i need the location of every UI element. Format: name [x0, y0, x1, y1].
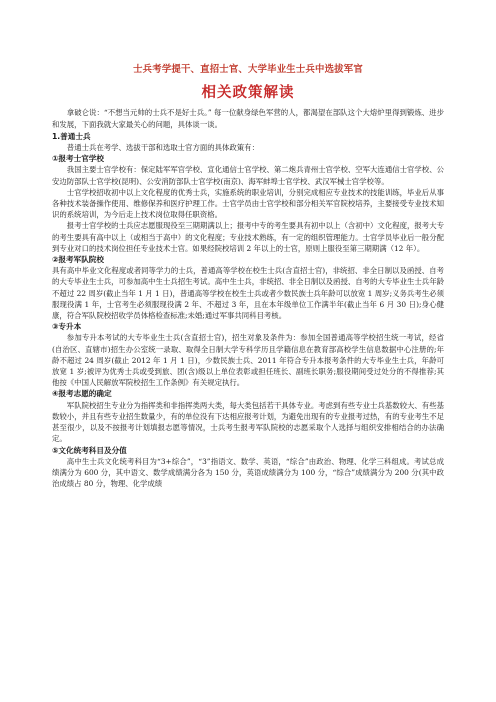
section-heading-ordinary-soldiers: 1.普通士兵 [52, 131, 91, 141]
subheading-upgrade-to-bachelor: ③专升本 [52, 322, 82, 332]
intro-paragraph: 拿破仑说：“不想当元帅的士兵不是好士兵。” 每一位献身绿色军营的人，都渴望在部队这个大熔炉里得到锻炼、进步和发展，下面我就大家最关心的问题，具体谈一谈。 [52, 108, 444, 129]
document-subtitle: 相关政策解读 [201, 85, 295, 102]
upgrade-paragraph: 参加专升本考试的大专毕业生士兵(含直招士官)，招生对象及条件为：参加全国普通高等学校招生统一考试，经省(自治区、直辖市)招生办公室统一录取、取得全日制大学专科学历且学籍信息在教育部高校学生信息数据中心注册的;年龄不超过 24 周岁(截止 2012 年 1 月 1 日)，少数民族士兵、2011 年符合专升本报考条件的大专毕业生士兵，年龄可放宽 1 岁;被评为优秀士兵或受到旅、团(含)级以上单位表彰或担任班长、副班长职务;服役期间受过处分的不得推荐;其他按《中国人民解放军院校招生工作条例》有关规定执行。 [52, 333, 444, 388]
subheading-nco-school: ①报考士官学校 [52, 154, 104, 164]
subheading-military-academy: ②报考军队院校 [52, 255, 104, 265]
subheading-exam-subjects: ⑤文化统考科目及分值 [52, 445, 127, 455]
section1-paragraph: 普通士兵在考学、选拔干部和选取士官方面的具体政策有： [66, 143, 259, 153]
military-academy-paragraph: 具有高中毕业文化程度或者同等学力的士兵，普通高等学校在校生士兵(含直招士官)，非统招、非全日制以及函授、自考的大专毕业生士兵，可参加高中生士兵招生考试。高中生士兵，非统招、非全日制以及函授、自考的大专毕业生士兵年龄不超过 22 周岁(截止当年 1 月 1 日)，普通高等学校在校生士兵或者少数民族士兵年龄可以放宽 1 周岁;义务兵考生必须服现役满 1 年，士官考生必须服现役满 2 年、不超过 3 年，且在本年级单位工作满半年(截止当年 6 月 30 日);身心健康，符合军队院校招收学员体格检查标准;未婚;通过军事共同科目考核。 [52, 266, 444, 321]
nco-school-paragraph-1: 我国主要士官学校有：保定陆军军官学校、宣化通信士官学校、第二炮兵青州士官学校、空军大连通信士官学校、公安边防部队士官学校(昆明)、公安消防部队士官学校(南京)、海军蚌埠士官学校、武汉军械士官学校等。 [52, 165, 444, 186]
subheading-application-choice: ④报考志愿的确定 [52, 389, 112, 399]
application-choice-paragraph: 军队院校招生专业分为指挥类和非指挥类两大类，每大类包括若干具体专业。考虑到有些专业士兵基数较大、有些基数较小，并且有些专业招生数量少，有的单位没有下达相应报考计划，为避免出现有的专业报考过热，有的专业考生不足甚至很少，以及不按报考计划填报志愿等情况，士兵考生报考军队院校的志愿采取个人选择与组织安排相结合的办法确定。 [52, 400, 444, 444]
exam-subjects-paragraph: 高中生士兵文化统考科目为“3+综合”，“3”指语文、数学、英语，“综合”由政治、物理、化学三科组成。考试总成绩满分为 600 分，其中语文、数学成绩满分各为 150 分，英语成绩满分为 100 分，“综合”成绩满分为 200 分(其中政治成绩占 80 分，物理、化学成绩 [52, 456, 444, 489]
nco-school-paragraph-3: 报考士官学校的士兵应志愿服现役至三期期满以上；报考中专的考生要具有初中以上（含初中）文化程度，报考大专的考生要具有高中以上（或相当于高中）的文化程度；专业技术熟练，有一定的组织管理能力。士官学员毕业后一般分配到专业对口的技术岗位担任专业技术士官。如果经院校培训 2 年以上的士官，原则上服役至第三期期满（12 年）。 [52, 221, 444, 253]
nco-school-paragraph-2: 士官学校招收初中以上文化程度的优秀士兵，实施系统的职业培训，分别完成相应专业技术的技能训练，毕业后从事各种技术装备操作使用、维修保养和医疗护理工作。士官学员由士官学校和部分相关军官院校培养，主要接受专业技术知识的系统培训，为今后走上技术岗位取得任职资格。 [52, 187, 444, 220]
document-title: 士兵考学提干、直招士官、大学毕业生士兵中选拔军官 [133, 64, 363, 75]
